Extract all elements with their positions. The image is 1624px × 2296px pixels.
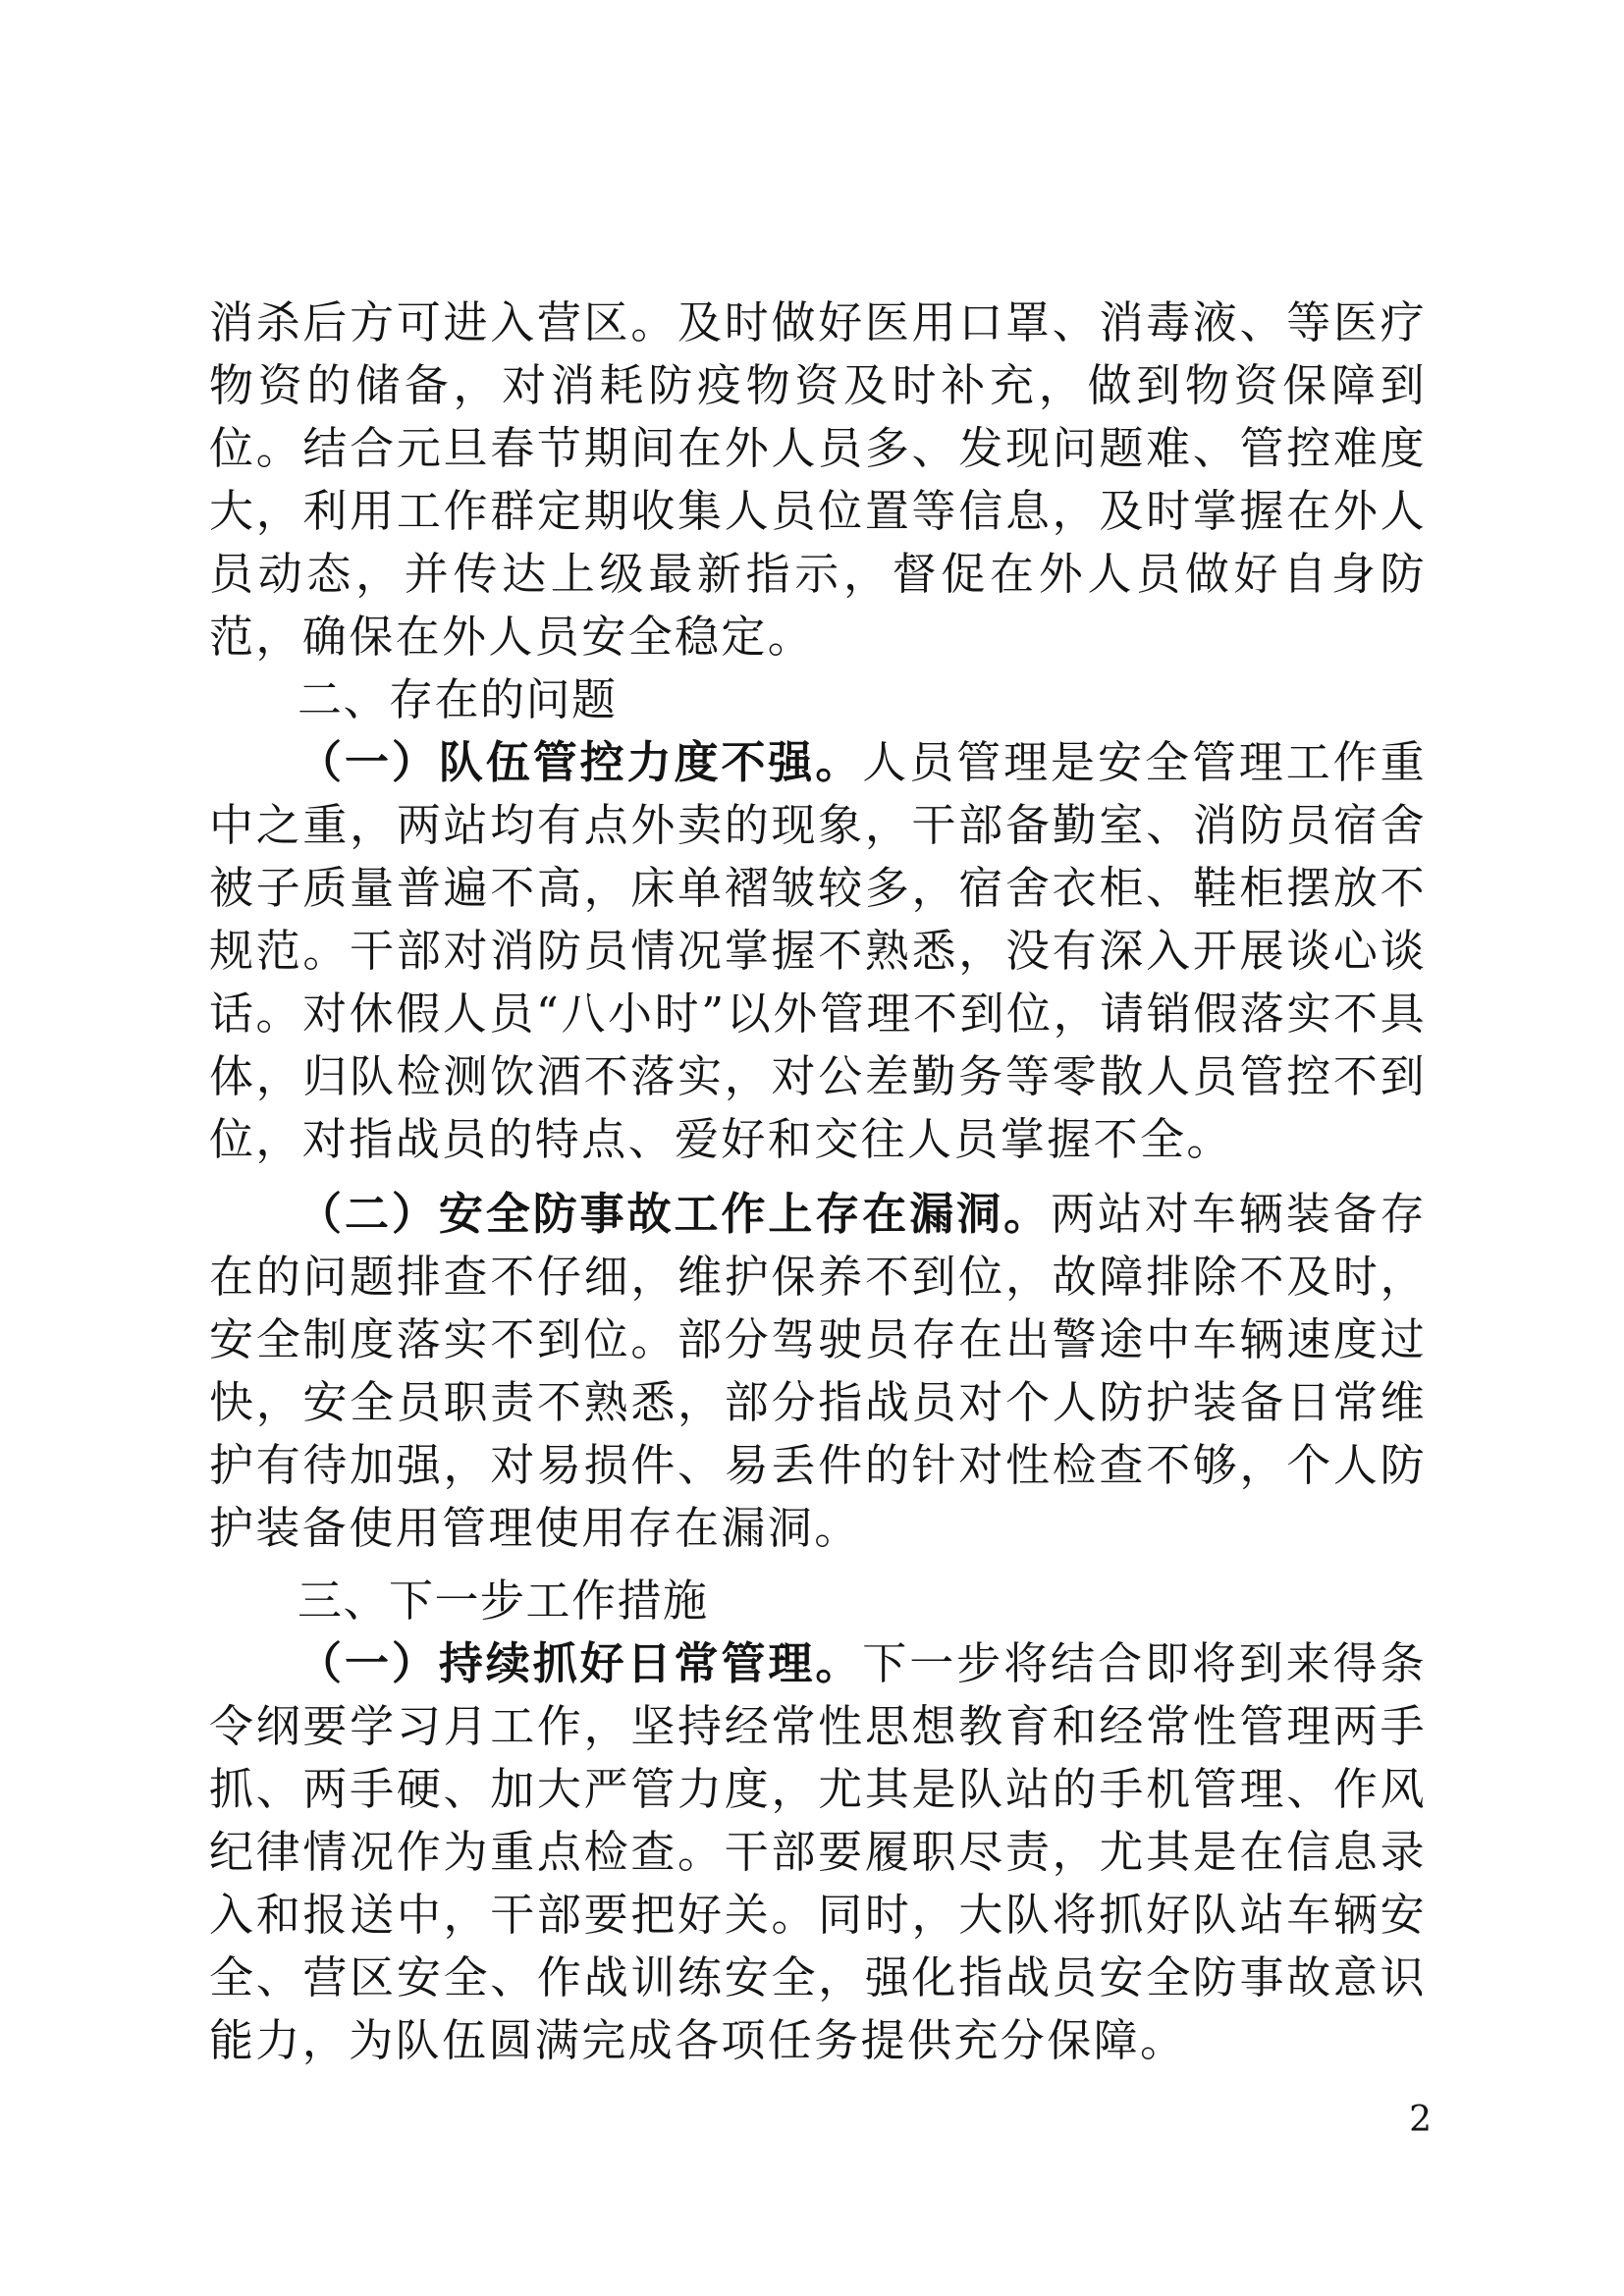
paragraph-text-team-control: 人员管理是安全管理工作重中之重，两站均有点外卖的现象，干部备勤室、消防员宿舍被子质量普遍不高，床单褶皱较多，宿舍衣柜、鞋柜摆放不规范。干部对消防员情况掌握不熟悉，没有深入开展谈心谈话。对休假人员“八小时”以外管理不到位，请销假落实不具体，归队检测饮酒不落实，对公差勤务等零散人员管控不到位，对指战员的特点、爱好和交往人员掌握不全。 (209, 736, 1427, 1165)
paragraph-safety-loopholes (209, 1183, 1427, 1560)
page-number: 2 (1409, 2100, 1432, 2140)
section-heading-next-steps: 三、下一步工作措施 (298, 1575, 709, 1627)
paragraph-daily-management (209, 1632, 1427, 2072)
paragraph-text-safety-loopholes: 两站对车辆装备存在的问题排查不仔细，维护保养不到位，故障排除不及时，安全制度落实不到位。部分驾驶员存在出警途中车辆速度过快，安全员职责不熟悉，部分指战员对个人防护装备日常维护有待加强，对易损件、易丢件的针对性检查不够，个人防护装备使用管理使用存在漏洞。 (209, 1188, 1428, 1554)
paragraph-epidemic-prevention: 消杀后方可进入营区。及时做好医用口罩、消毒液、等医疗物资的储备，对消耗防疫物资及时补充，做到物资保障到位。结合元旦春节期间在外人员多、发现问题难、管控难度大，利用工作群定期收集人员位置等信息，及时掌握在外人员动态，并传达上级最新指示，督促在外人员做好自身防范，确保在外人员安全稳定。 (209, 296, 1427, 663)
paragraph-lead-team-control: （一）队伍管控力度不强。 (298, 736, 863, 788)
section-heading-problems: 二、存在的问题 (298, 673, 618, 725)
paragraph-team-control (209, 731, 1427, 1171)
document-body (209, 292, 1427, 2072)
paragraph-text-daily-management: 下一步将结合即将到来得条令纲要学习月工作，坚持经常性思想教育和经常性管理两手抓、两手硬、加大严管力度，尤其是队站的手机管理、作风纪律情况作为重点检查。干部要履职尽责，尤其是在信息录入和报送中，干部要把好关。同时，大队将抓好队站车辆安全、营区安全、作战训练安全，强化指战员安全防事故意识能力，为队伍圆满完成各项任务提供充分保障。 (209, 1637, 1427, 2066)
paragraph-lead-safety-loopholes: （二）安全防事故工作上存在漏洞。 (298, 1188, 1052, 1240)
paragraph-lead-daily-management: （一）持续抓好日常管理。 (298, 1637, 863, 1689)
